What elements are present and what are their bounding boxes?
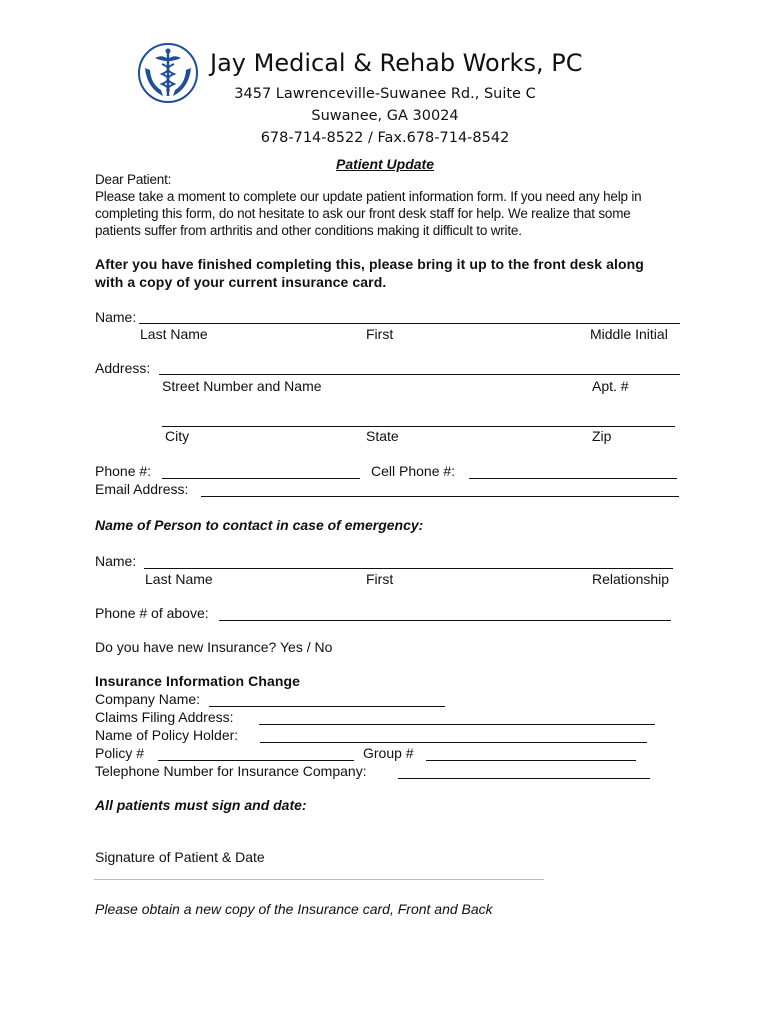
greeting: Dear Patient: bbox=[95, 172, 172, 187]
insurance-telephone-input-line[interactable] bbox=[398, 778, 650, 779]
instruction-line-2: with a copy of your current insurance card. bbox=[95, 274, 387, 290]
policy-holder-label: Name of Policy Holder: bbox=[95, 727, 239, 743]
signature-label: Signature of Patient & Date bbox=[95, 849, 265, 865]
company-name-input-line[interactable] bbox=[209, 706, 445, 707]
signature-heading: All patients must sign and date: bbox=[95, 797, 307, 813]
middle-initial-caption: Middle Initial bbox=[590, 326, 668, 342]
name-label: Name: bbox=[95, 309, 137, 325]
group-number-label: Group # bbox=[363, 745, 414, 761]
email-label: Email Address: bbox=[95, 481, 189, 497]
new-insurance-question: Do you have new Insurance? Yes / No bbox=[95, 639, 333, 655]
last-name-caption: Last Name bbox=[140, 326, 208, 342]
name-input-line[interactable] bbox=[139, 323, 680, 324]
signature-input-line[interactable] bbox=[94, 879, 544, 880]
insurance-heading: Insurance Information Change bbox=[95, 673, 301, 689]
first-name-caption: First bbox=[366, 326, 394, 342]
state-caption: State bbox=[366, 428, 399, 444]
cell-phone-input-line[interactable] bbox=[469, 478, 677, 479]
emergency-phone-label: Phone # of above: bbox=[95, 605, 209, 621]
insurance-telephone-label: Telephone Number for Insurance Company: bbox=[95, 763, 367, 779]
footer-note: Please obtain a new copy of the Insurance card, Front and Back bbox=[95, 901, 493, 917]
intro-line-2: completing this form, do not hesitate to ask our front desk staff for help. We realize that some bbox=[95, 206, 631, 221]
header-phone-fax: 678-714-8522 / Fax.678-714-8542 bbox=[260, 130, 510, 146]
address-label: Address: bbox=[95, 360, 151, 376]
city-state-zip-input-line[interactable] bbox=[162, 426, 675, 427]
policy-holder-input-line[interactable] bbox=[260, 742, 647, 743]
apt-caption: Apt. # bbox=[592, 378, 629, 394]
company-name-label: Company Name: bbox=[95, 691, 201, 707]
intro-line-1: Please take a moment to complete our update patient information form. If you need any help in bbox=[95, 189, 642, 204]
emergency-phone-input-line[interactable] bbox=[219, 620, 671, 621]
instruction-line-1: After you have finished completing this, please bring it up to the front desk along bbox=[95, 256, 644, 272]
street-caption: Street Number and Name bbox=[162, 378, 322, 394]
form-title: Patient Update bbox=[335, 156, 434, 172]
emergency-name-label: Name: bbox=[95, 553, 137, 569]
emergency-first-name-caption: First bbox=[366, 571, 394, 587]
cell-phone-label: Cell Phone #: bbox=[371, 463, 456, 479]
emergency-last-name-caption: Last Name bbox=[145, 571, 213, 587]
organization-name: Jay Medical & Rehab Works, PC bbox=[210, 49, 583, 77]
phone-label: Phone #: bbox=[95, 463, 152, 479]
emergency-name-input-line[interactable] bbox=[144, 568, 673, 569]
policy-number-label: Policy # bbox=[95, 745, 145, 761]
group-number-input-line[interactable] bbox=[426, 760, 636, 761]
emergency-heading: Name of Person to contact in case of emergency: bbox=[95, 517, 424, 533]
zip-caption: Zip bbox=[592, 428, 612, 444]
phone-input-line[interactable] bbox=[162, 478, 360, 479]
header-address-line1: 3457 Lawrenceville-Suwanee Rd., Suite C bbox=[234, 86, 536, 102]
email-input-line[interactable] bbox=[201, 496, 679, 497]
policy-number-input-line[interactable] bbox=[158, 760, 354, 761]
relationship-caption: Relationship bbox=[592, 571, 670, 587]
header-address-line2: Suwanee, GA 30024 bbox=[311, 108, 459, 124]
claims-address-input-line[interactable] bbox=[259, 724, 655, 725]
claims-address-label: Claims Filing Address: bbox=[95, 709, 234, 725]
street-input-line[interactable] bbox=[159, 374, 680, 375]
intro-line-3: patients suffer from arthritis and other conditions making it difficult to write. bbox=[95, 223, 522, 238]
city-caption: City bbox=[165, 428, 190, 444]
